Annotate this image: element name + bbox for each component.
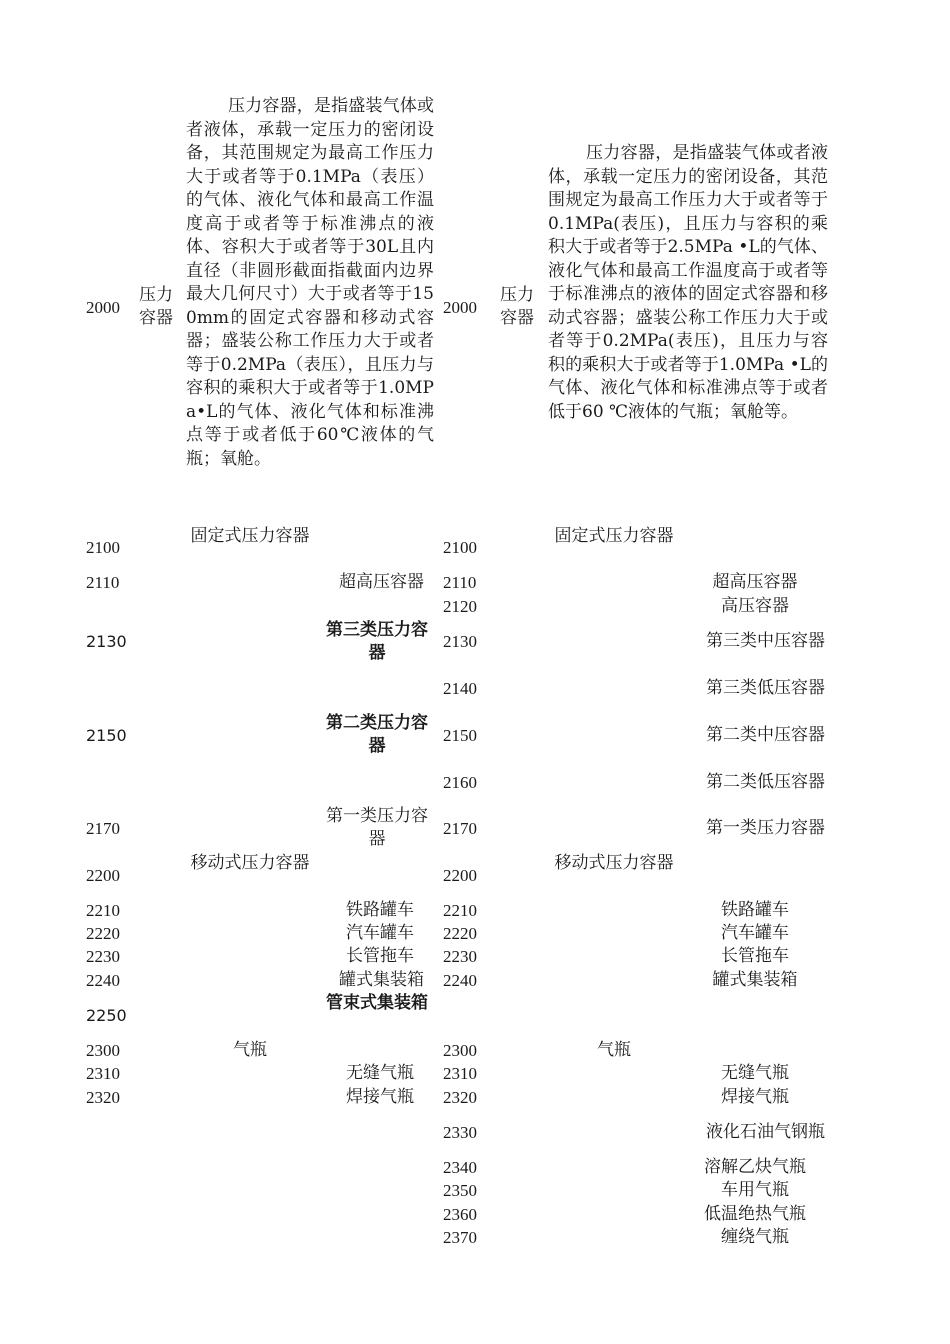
right-row-name: 缠绕气瓶: [721, 1227, 789, 1247]
left-row-name: 超高压容器: [339, 572, 424, 592]
left-category-name: 压力容器: [139, 285, 173, 328]
right-category-code: 2000: [443, 298, 477, 317]
left-row-name: 移动式压力容器: [190, 853, 310, 873]
right-row-code: 2310: [443, 1064, 477, 1083]
right-row-name: 车用气瓶: [721, 1180, 789, 1200]
right-row-name: 第一类压力容器: [706, 818, 825, 838]
left-row-name: 汽车罐车: [346, 923, 414, 943]
left-row-code: 2220: [86, 924, 120, 943]
right-row-name: 气瓶: [597, 1040, 631, 1060]
right-row-code: 2130: [443, 632, 477, 651]
left-row-name: 铁路罐车: [346, 900, 414, 920]
left-row-code: 2130: [86, 632, 127, 651]
right-row-code: 2170: [443, 819, 477, 838]
left-row-code: 2200: [86, 866, 120, 885]
left-row-code: 2250: [86, 1006, 127, 1025]
right-row-name: 固定式压力容器: [554, 526, 674, 546]
right-row-code: 2350: [443, 1181, 477, 1200]
right-row-name: 焊接气瓶: [721, 1087, 789, 1107]
left-row-code: 2320: [86, 1088, 120, 1107]
right-row-name: 长管拖车: [721, 946, 789, 966]
left-row-name: 固定式压力容器: [190, 526, 310, 546]
left-row-name: 长管拖车: [346, 946, 414, 966]
left-row-code: 2300: [86, 1041, 120, 1060]
right-row-code: 2110: [443, 573, 477, 592]
right-row-name: 铁路罐车: [721, 900, 789, 920]
right-row-code: 2120: [443, 597, 477, 616]
right-row-name: 移动式压力容器: [554, 853, 674, 873]
right-row-code: 2160: [443, 773, 477, 792]
left-category-description: 压力容器，是指盛装气体或者液体，承载一定压力的密闭设备，其范围规定为最高工作压力大于或者等于0.1MPa（表压）的气体、液化气体和最高工作温度高于或者等于标准沸点的液体、容积大于或者等于30L且内直径（非圆形截面指截面内边界最大几何尺寸）大于或者等于150mm的固定式容器和移动式容器；盛装公称工作压力大于或者等于0.2MPa（表压），且压力与容积的乘积大于或者等于1.0MPa•L的气体、液化气体和标准沸点等于或者低于60℃液体的气瓶；氧舱。: [186, 96, 434, 469]
left-category-code: 2000: [86, 298, 120, 317]
right-row-name: 汽车罐车: [721, 923, 789, 943]
left-row-code: 2240: [86, 971, 120, 990]
right-row-name: 第二类低压容器: [706, 772, 825, 792]
right-row-name: 低温绝热气瓶: [704, 1204, 806, 1224]
right-row-code: 2100: [443, 538, 477, 557]
right-row-code: 2320: [443, 1088, 477, 1107]
right-row-code: 2230: [443, 947, 477, 966]
right-row-name: 高压容器: [721, 596, 789, 616]
right-row-code: 2140: [443, 679, 477, 698]
right-row-name: 第三类中压容器: [706, 631, 825, 651]
left-row-name: 无缝气瓶: [346, 1063, 414, 1083]
right-row-code: 2240: [443, 971, 477, 990]
left-row-code: 2230: [86, 947, 120, 966]
left-row-code: 2310: [86, 1064, 120, 1083]
right-row-name: 溶解乙炔气瓶: [704, 1157, 806, 1177]
right-row-code: 2300: [443, 1041, 477, 1060]
right-row-code: 2150: [443, 726, 477, 745]
left-row-name: 焊接气瓶: [346, 1087, 414, 1107]
right-row-code: 2210: [443, 901, 477, 920]
right-row-name: 液化石油气钢瓶: [706, 1122, 825, 1142]
right-row-code: 2330: [443, 1123, 477, 1142]
left-row-code: 2100: [86, 538, 120, 557]
right-row-code: 2370: [443, 1228, 477, 1247]
right-row-name: 无缝气瓶: [721, 1063, 789, 1083]
left-row-name: 罐式集装箱: [339, 970, 424, 990]
right-row-code: 2360: [443, 1205, 477, 1224]
right-row-name: 第三类低压容器: [706, 678, 825, 698]
right-row-code: 2220: [443, 924, 477, 943]
left-row-name: 气瓶: [233, 1040, 267, 1060]
left-row-name: 管束式集装箱: [326, 993, 428, 1013]
left-row-name: 第一类压力容器: [326, 806, 428, 849]
right-row-code: 2340: [443, 1158, 477, 1177]
right-category-description: 压力容器，是指盛装气体或者液体，承载一定压力的密闭设备，其范围规定为最高工作压力大于或者等于0.1MPa(表压)，且压力与容积的乘积大于或者等于2.5MPa •L的气体、液化气体和最高工作温度高于或者等于标准沸点的液体的固定式容器和移动式容器；盛装公称工作压力大于或者等于0.2MPa(表压)，且压力与容积的乘积大于或者等于1.0MPa •L的气体、液化气体和标准沸点等于或者低于60 ℃液体的气瓶；氧舱等。: [548, 143, 828, 422]
right-row-code: 2200: [443, 866, 477, 885]
left-row-name: 第二类压力容器: [326, 713, 428, 756]
right-row-name: 罐式集装箱: [712, 970, 798, 990]
left-row-code: 2210: [86, 901, 120, 920]
right-row-name: 第二类中压容器: [706, 725, 825, 745]
right-row-name: 超高压容器: [712, 572, 798, 592]
left-row-code: 2150: [86, 726, 127, 745]
left-row-code: 2110: [86, 573, 120, 592]
left-row-code: 2170: [86, 819, 120, 838]
right-category-name: 压力容器: [500, 285, 534, 328]
left-row-name: 第三类压力容器: [326, 620, 428, 663]
